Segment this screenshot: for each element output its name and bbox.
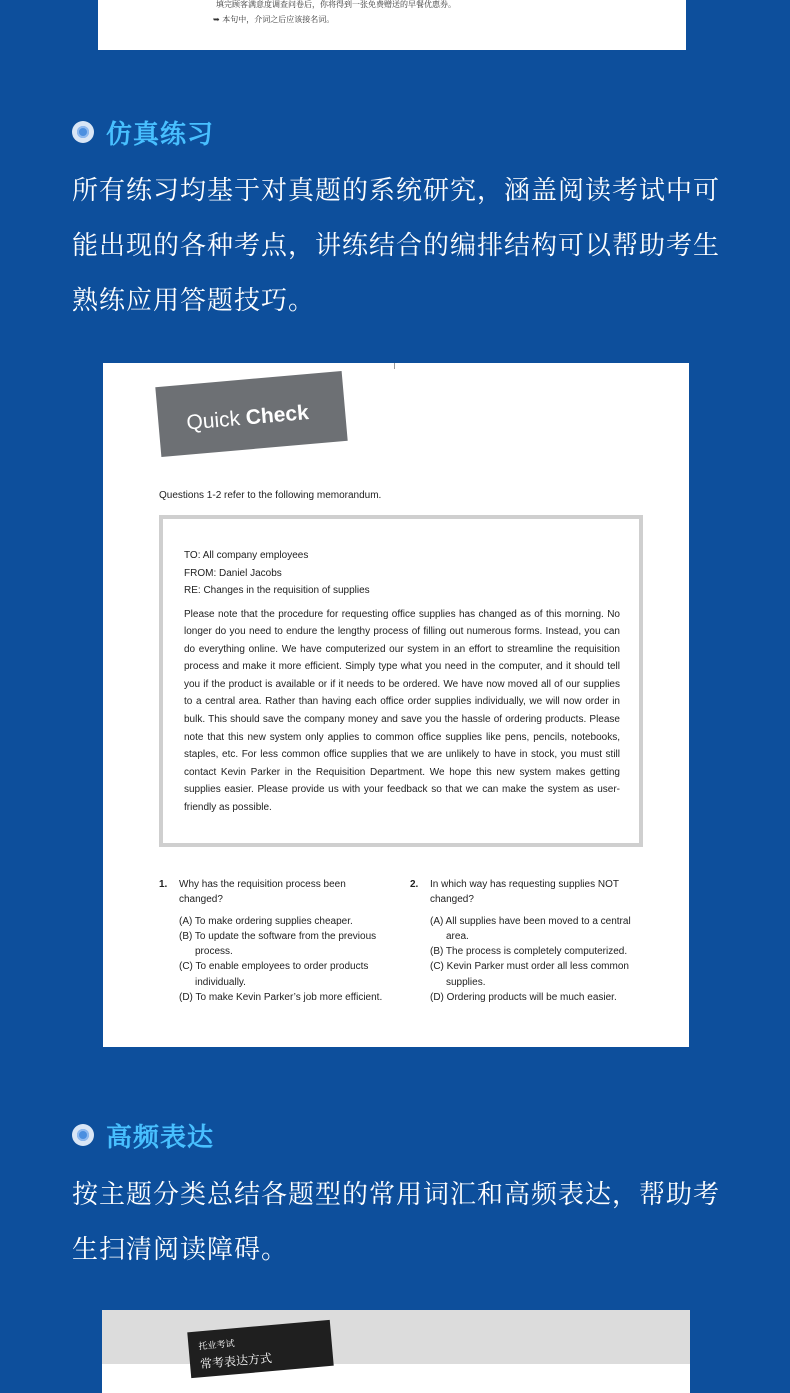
section-description: 所有练习均基于对真题的系统研究，涵盖阅读考试中可能出现的各种考点，讲练结合的编排结构可以帮助考生熟练应用答题技巧。 — [72, 176, 721, 316]
memo-re: RE: Changes in the requisition of supplies — [184, 585, 370, 596]
quick-check-card — [103, 363, 689, 1047]
top-example-card — [98, 0, 686, 50]
expressions-preview-card — [102, 1310, 690, 1393]
option: (A) To make ordering supplies cheaper. — [179, 915, 353, 927]
section-heading-expressions — [72, 1119, 214, 1151]
questions-lead: Questions 1-2 refer to the following memorandum. — [159, 490, 382, 501]
quick-check-banner — [155, 371, 347, 457]
option: (D) To make Kevin Parker’s job more efficient. — [179, 992, 383, 1004]
option: (A) All supplies have been moved to a central area. — [430, 915, 631, 942]
banner-text-light: Quick — [185, 406, 247, 435]
tag-title: 常考表达方式 — [199, 1351, 273, 1372]
memo-body: Please note that the procedure for requesting office supplies has changed as of this morning. No longer do you need to endure the lengthy process of filling out numerous forms. Instead, you can do everything online. We have computerized our system in an effort to streamline the requisition process and make it more efficient. Simply type what you need in the computer, and it should tell you if the product is available or if it needs to be ordered. We have now moved all of our supplies to a central area. Rather than having each office order supplies individually, we will now order in bulk. This should save the company money and save you the hassle of ordering products. Please note that this new system only applies to common office supplies like pens, pencils, notebooks, staples, etc. For less common office supplies that we are unlikely to have in stock, you must still contact Kevin Parker in the Requisition Department. We hope this new system makes getting supplies easier. Please provide us with your feedback so that we can make the system as user-friendly as possible. — [184, 608, 620, 814]
memo-to: TO: All company employees — [184, 550, 309, 561]
question-1 — [159, 877, 389, 1005]
question-2 — [410, 877, 640, 1005]
section-title: 仿真练习 — [106, 119, 215, 150]
option: (B) To update the software from the previous process. — [179, 930, 377, 958]
option: (B) The process is completely computerized. — [430, 946, 628, 958]
option: (C) To enable employees to order products individually. — [179, 961, 369, 988]
circle-bullet-icon — [72, 121, 94, 143]
example-note: ➥ 本句中，介词之后应该接名词。 — [213, 15, 335, 24]
question-text: Why has the requisition process been changed? — [179, 879, 346, 906]
memo-from: FROM: Daniel Jacobs — [184, 567, 282, 579]
banner-text-bold: Check — [244, 401, 310, 430]
circle-bullet-icon — [72, 1124, 94, 1146]
option: (D) Ordering products will be much easier. — [430, 992, 617, 1004]
question-number: 1. — [159, 879, 168, 890]
option: (C) Kevin Parker must order all less common supplies. — [430, 961, 629, 988]
example-translation: 填完顾客满意度调查问卷后，你将得到一张免费赠送的早餐优惠券。 — [216, 0, 456, 9]
memo-box — [159, 515, 643, 847]
section-heading-practice — [72, 116, 214, 148]
question-number: 2. — [410, 879, 419, 890]
divider — [394, 363, 395, 369]
section-description: 按主题分类总结各题型的常用词汇和高频表达，帮助考生扫清阅读障碍。 — [72, 1180, 721, 1265]
question-text: In which way has requesting supplies NOT changed? — [430, 879, 619, 906]
tag-subtitle: 托业考试 — [198, 1339, 235, 1353]
section-title: 高频表达 — [106, 1122, 215, 1153]
